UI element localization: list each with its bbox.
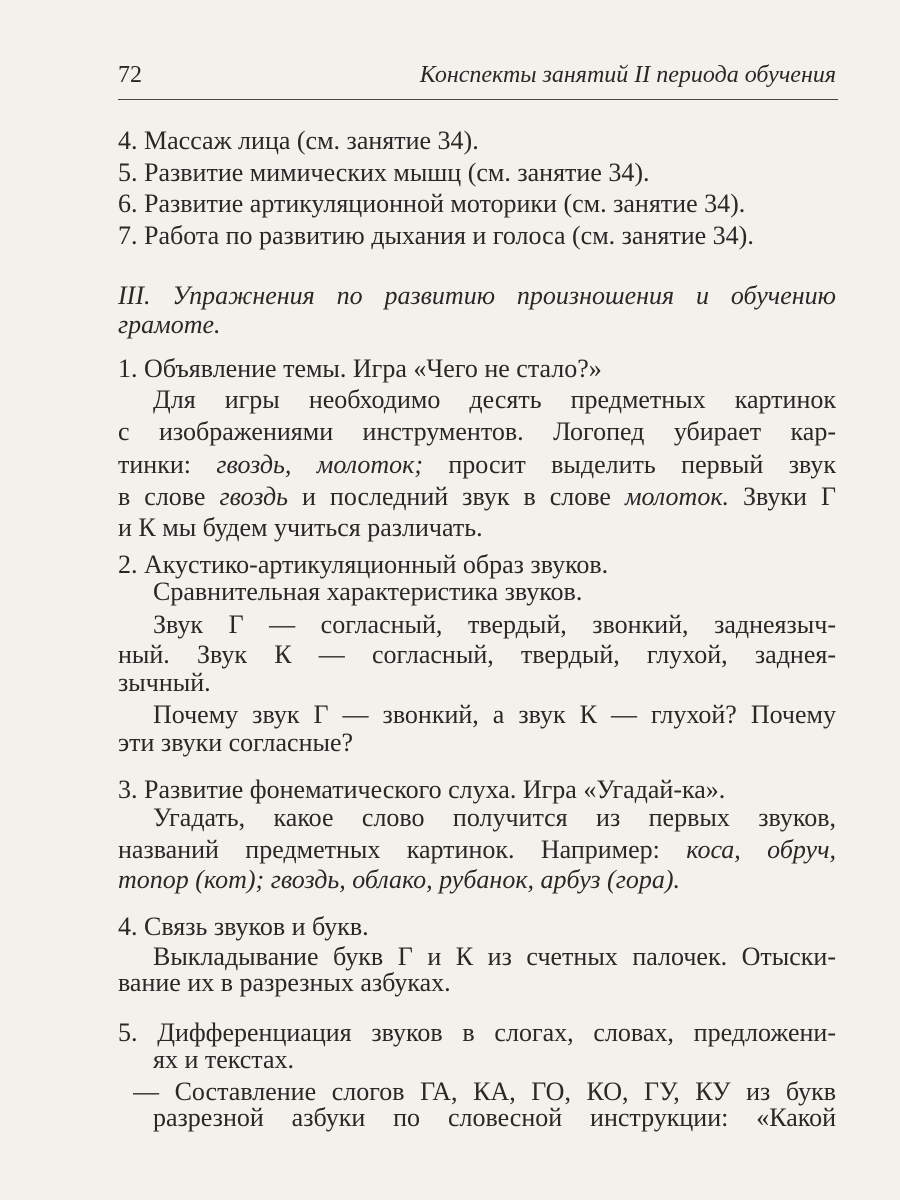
text-line xyxy=(118,835,836,865)
text-line xyxy=(118,158,650,188)
text-segment: просит выделить первый звук xyxy=(422,450,836,479)
text-segment: вание их в разрезных азбуках. xyxy=(118,968,451,997)
text-segment: Звук Г — согласный, твердый, звонкий, заднеязыч- xyxy=(153,610,836,639)
text-segment: Угадать, какое слово получится из первых звуков, xyxy=(153,803,836,832)
text-line xyxy=(118,550,608,580)
text-segment: 1. Объявление темы. Игра «Чего не стало?» xyxy=(118,354,602,383)
text-segment: и последний звук в слове xyxy=(288,482,625,511)
text-line xyxy=(118,775,725,805)
text-segment: 6. Развитие артикуляционной моторики (см. занятие 34). xyxy=(118,189,746,218)
text-line xyxy=(118,513,483,543)
text-line xyxy=(153,385,836,415)
header-rule xyxy=(118,99,838,100)
text-line xyxy=(153,1103,836,1133)
text-line xyxy=(118,482,836,512)
text-segment: с изображениями инструментов. Логопед убирает кар- xyxy=(118,417,836,446)
text-line xyxy=(118,1018,836,1048)
text-segment: 4. Связь звуков и букв. xyxy=(118,912,369,941)
text-line xyxy=(118,310,221,340)
text-line xyxy=(118,417,836,447)
text-line xyxy=(118,450,836,480)
text-line xyxy=(153,1045,294,1075)
italic-text: гвоздь xyxy=(219,482,288,511)
text-segment: Почему звук Г — звонкий, а звук К — глухой? Почему xyxy=(153,700,836,729)
text-segment: ях и текстах. xyxy=(153,1045,295,1074)
text-segment: 4. Массаж лица (см. занятие 34). xyxy=(118,126,479,155)
text-segment: 5. Дифференциация звуков в слогах, словах, предложени- xyxy=(118,1018,836,1047)
text-segment: зычный. xyxy=(118,668,211,697)
text-segment: — Составление слогов ГА, КА, ГО, КО, ГУ, КУ из букв xyxy=(133,1077,836,1106)
italic-text: топор (кот); гвоздь, облако, рубанок, арбуз (гора). xyxy=(118,865,681,894)
text-segment: Для игры необходимо десять предметных картинок xyxy=(153,385,836,414)
text-segment: названий предметных картинок. Например: xyxy=(118,835,687,864)
text-line xyxy=(153,577,582,607)
text-line xyxy=(118,640,836,670)
text-line xyxy=(118,189,745,219)
italic-text: молоток. xyxy=(624,482,729,511)
page-number: 72 xyxy=(118,62,142,88)
text-segment: Сравнительная характеристика звуков. xyxy=(153,577,583,606)
text-segment: тинки: xyxy=(118,450,217,479)
text-line xyxy=(153,700,836,730)
text-segment: 3. Развитие фонематического слуха. Игра «Угадай-ка». xyxy=(118,775,726,804)
italic-text: коса, обруч, xyxy=(686,835,836,864)
text-line xyxy=(118,728,353,758)
text-line xyxy=(153,803,836,833)
text-segment: 5. Развитие мимических мышц (см. занятие 34). xyxy=(118,158,650,187)
text-segment: эти звуки согласные? xyxy=(118,728,354,757)
text-line xyxy=(118,126,479,156)
running-title: Конспекты занятий II периода обучения xyxy=(419,62,836,88)
italic-text: грамоте. xyxy=(118,310,221,339)
text-line xyxy=(118,354,602,384)
text-line xyxy=(153,610,836,640)
text-segment: ный. Звук К — согласный, твердый, глухой, заднея- xyxy=(118,640,836,669)
text-line xyxy=(118,221,754,251)
text-segment: и К мы будем учиться различать. xyxy=(118,513,483,542)
text-segment: разрезной азбуки по словесной инструкции: «Какой xyxy=(153,1103,836,1132)
text-segment: Звуки Г xyxy=(728,482,836,511)
text-segment: Выкладывание букв Г и К из счетных палочек. Отыски- xyxy=(153,942,836,971)
italic-text: гвоздь, молоток; xyxy=(216,450,423,479)
text-segment: 7. Работа по развитию дыхания и голоса (см. занятие 34). xyxy=(118,221,754,250)
text-segment: 2. Акустико-артикуляционный образ звуков. xyxy=(118,550,609,579)
text-line xyxy=(118,912,369,942)
text-line xyxy=(118,968,451,998)
text-line xyxy=(118,281,836,311)
text-segment: в слове xyxy=(118,482,220,511)
text-line xyxy=(118,865,680,895)
italic-text: III. Упражнения по развитию произношения и обучению xyxy=(118,281,836,310)
text-line xyxy=(118,668,211,698)
